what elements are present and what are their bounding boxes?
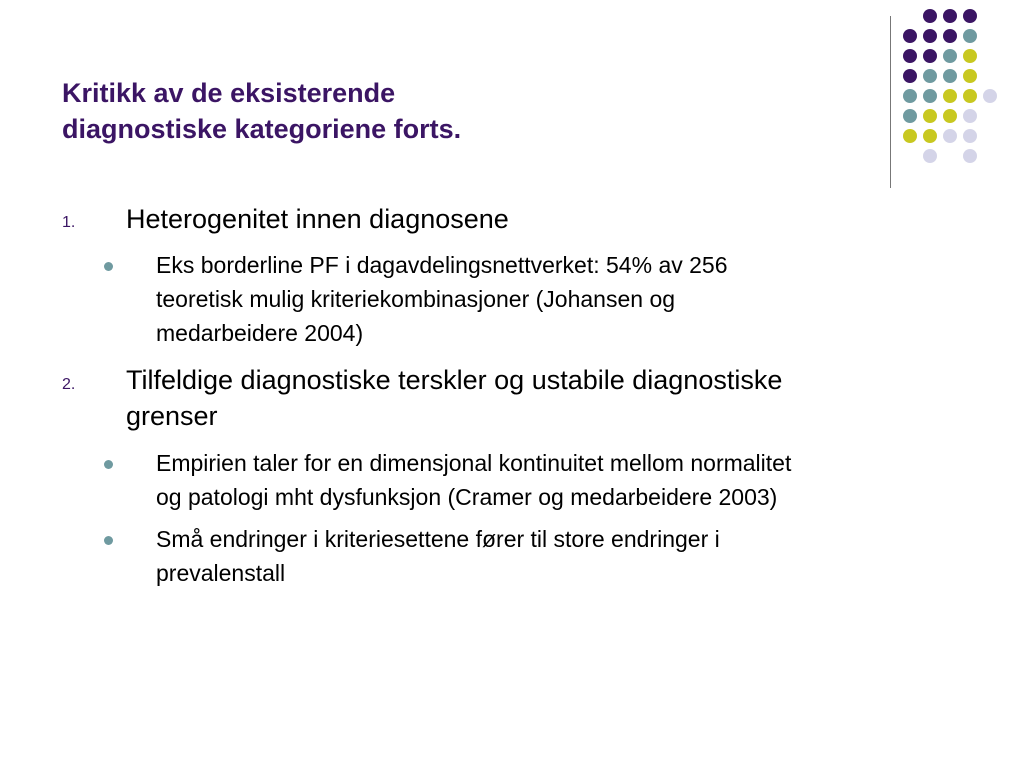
sub-item-text: [156, 522, 976, 590]
item-text: [126, 201, 986, 237]
bullet-icon: [104, 536, 113, 545]
decorative-dot: [943, 49, 957, 63]
decorative-dot: [923, 109, 937, 123]
decorative-dot: [923, 129, 937, 143]
decorative-dot: [943, 9, 957, 23]
sub-item-line: Små endringer i kriteriesettene fører til store endringer i: [156, 526, 720, 552]
bullet-icon: [104, 262, 113, 271]
divider-line: [890, 16, 891, 188]
item-number: 1.: [62, 214, 76, 231]
decorative-dot: [923, 69, 937, 83]
decorative-dot: [903, 29, 917, 43]
decorative-dot: [983, 89, 997, 103]
item-text-line: Tilfeldige diagnostiske terskler og ustabile diagnostiske: [126, 365, 783, 395]
sub-item-text: [156, 446, 976, 514]
decorative-dot: [903, 89, 917, 103]
decorative-dot: [903, 49, 917, 63]
decorative-dot: [963, 149, 977, 163]
decorative-dot: [903, 129, 917, 143]
decorative-dot: [923, 49, 937, 63]
decorative-dot: [963, 109, 977, 123]
decorative-dot: [943, 129, 957, 143]
decorative-dot: [943, 29, 957, 43]
sub-item-line: teoretisk mulig kriteriekombinasjoner (Johansen og: [156, 286, 676, 312]
decorative-dot: [903, 69, 917, 83]
decorative-dot-grid: [903, 9, 1013, 169]
decorative-dot: [963, 9, 977, 23]
item-text-line: Heterogenitet innen diagnosene: [126, 204, 509, 234]
decorative-dot: [943, 89, 957, 103]
sub-item-line: prevalenstall: [156, 560, 286, 586]
decorative-dot: [923, 9, 937, 23]
decorative-dot: [923, 89, 937, 103]
item-number: 2.: [62, 376, 76, 393]
decorative-dot: [943, 109, 957, 123]
decorative-dot: [963, 69, 977, 83]
decorative-dot: [923, 149, 937, 163]
title-line: Kritikk av de eksisterende: [62, 78, 396, 108]
decorative-dot: [963, 129, 977, 143]
sub-item-line: og patologi mht dysfunksjon (Cramer og medarbeidere 2003): [156, 484, 778, 510]
decorative-dot: [943, 69, 957, 83]
sub-item-line: Eks borderline PF i dagavdelingsnettverket: 54% av 256: [156, 252, 728, 278]
sub-item-text: [156, 248, 976, 350]
bullet-icon: [104, 460, 113, 469]
decorative-dot: [963, 29, 977, 43]
sub-item-line: medarbeidere 2004): [156, 320, 364, 346]
slide-title: [62, 75, 862, 147]
item-text: [126, 362, 986, 434]
sub-item-line: Empirien taler for en dimensjonal kontinuitet mellom normalitet: [156, 450, 792, 476]
title-line: diagnostiske kategoriene forts.: [62, 114, 462, 144]
item-text-line: grenser: [126, 401, 218, 431]
decorative-dot: [963, 89, 977, 103]
decorative-dot: [923, 29, 937, 43]
decorative-dot: [963, 49, 977, 63]
decorative-dot: [903, 109, 917, 123]
